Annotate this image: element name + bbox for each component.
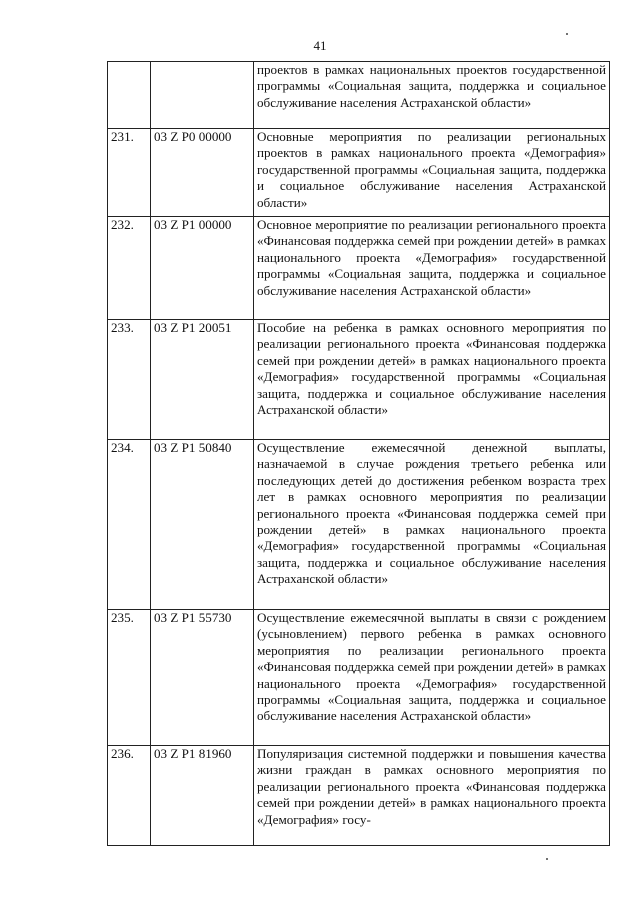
row-number: 235. [108,610,151,746]
row-code: 03 Z P1 50840 [151,440,254,610]
row-description: Популяризация системной поддержки и повышения качества жизни граждан в рамках основного мероприятия по реализации регионального проекта «Финансовая поддержка семей при рождении детей» в рамках национального проекта «Демография» госу- [254,746,610,846]
table-row [108,320,610,440]
row-code: 03 Z P1 00000 [151,217,254,320]
row-number: 231. [108,129,151,217]
table-row [108,62,610,129]
scan-speck [566,33,568,35]
table-row [108,217,610,320]
row-number: 232. [108,217,151,320]
row-code: 03 Z P1 81960 [151,746,254,846]
scan-speck [546,858,548,860]
row-description: Осуществление ежемесячной денежной выплаты, назначаемой в случае рождения третьего ребенка или последующих детей до достижения ребенком возраста трех лет в рамках основного мероприятия по реализации регионального проекта «Финансовая поддержка семей при рождении детей» в рамках национального проекта «Демография» государственной программы «Социальная защита, поддержка и социальное обслуживание населения Астраханской области» [254,440,610,610]
row-description: Основные мероприятия по реализации региональных проектов в рамках национального проекта «Демография» государственной программы «Социальная защита, поддержка и социальное обслуживание населения Астраханской области» [254,129,610,217]
row-description: Пособие на ребенка в рамках основного мероприятия по реализации регионального проекта «Финансовая поддержка семей при рождении детей» в рамках национального проекта «Демография» государственной программы «Социальная защита, поддержка и социальное обслуживание населения Астраханской области» [254,320,610,440]
table-row [108,440,610,610]
row-code [151,62,254,129]
row-code: 03 Z P0 00000 [151,129,254,217]
page-number: 41 [313,38,327,53]
row-description: Основное мероприятие по реализации регионального проекта «Финансовая поддержка семей при рождении детей» в рамках национального проекта «Демография» государственной программы «Социальная защита, поддержка и социальное обслуживание населения Астраханской области» [254,217,610,320]
row-code: 03 Z P1 55730 [151,610,254,746]
row-code: 03 Z P1 20051 [151,320,254,440]
table-row [108,610,610,746]
row-number: 236. [108,746,151,846]
row-number [108,62,151,129]
table-row [108,746,610,846]
row-description: Осуществление ежемесячной выплаты в связи с рождением (усыновлением) первого ребенка в рамках основного мероприятия по реализации регионального проекта «Финансовая поддержка семей при рождении детей» в рамках национального проекта «Демография» государственной программы «Социальная защита, поддержка и социальное обслуживание населения Астраханской области» [254,610,610,746]
row-description: проектов в рамках национальных проектов государственной программы «Социальная защита, поддержка и социальное обслуживание населения Астраханской области» [254,62,610,129]
table-row [108,129,610,217]
row-number: 233. [108,320,151,440]
budget-classification-table [107,61,610,846]
row-number: 234. [108,440,151,610]
